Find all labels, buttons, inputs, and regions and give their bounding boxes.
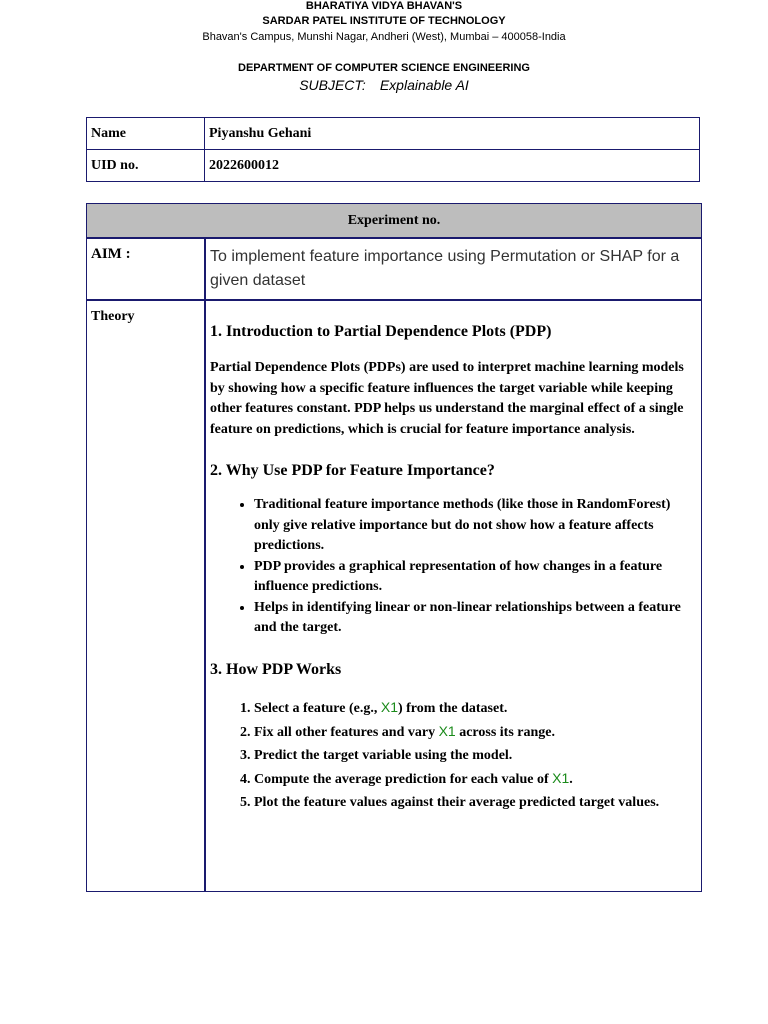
institution-name: BHARATIYA VIDYA BHAVAN'S — [305, 0, 463, 12]
institute-address: Bhavan's Campus, Munshi Nagar, Andheri (West), Mumbai – 400058-India — [202, 31, 566, 43]
name-row — [87, 118, 700, 150]
bullet-item: • PDP provides a graphical representation of how changes in a feature influence predictions. — [254, 557, 697, 598]
subject-value: Explainable AI — [379, 77, 469, 93]
step-text: across its range. — [455, 724, 555, 740]
feature-code: X1 — [380, 698, 398, 715]
uid-label: UID no. — [87, 150, 205, 182]
name-label: Name — [87, 118, 205, 150]
step-text: Fix all other features and vary — [254, 724, 439, 740]
theory-content — [205, 300, 702, 892]
section-3-title: 3. How PDP Works — [210, 660, 342, 678]
section-1-title: 1. Introduction to Partial Dependence Plots (PDP) — [210, 323, 552, 340]
bullet-item: • Traditional feature importance methods (like those in RandomForest) only give relative importance but do not show how a feature affects predictions. — [254, 495, 697, 557]
uid-value: 2022600012 — [205, 150, 700, 182]
section-2-title: 2. Why Use PDP for Feature Importance? — [210, 462, 495, 479]
subject-line — [0, 77, 768, 93]
name-value: Piyanshu Gehani — [205, 118, 700, 150]
student-info-table — [86, 117, 700, 182]
bullet-item: • Helps in identifying linear or non-linear relationships between a feature and the target. — [254, 598, 697, 639]
step-text: . — [569, 771, 573, 787]
uid-row — [87, 150, 700, 182]
step-item — [254, 696, 697, 720]
experiment-table — [86, 203, 702, 892]
feature-code: X1 — [438, 722, 456, 739]
section-1-paragraph: Partial Dependence Plots (PDPs) are used to interpret machine learning models by showing how a specific feature influences the target variable while keeping other features constant. PDP helps us understand the marginal effect of a single feature on predictions, which is crucial for feature importance analysis. — [210, 360, 684, 437]
step-item — [254, 767, 697, 791]
step-item — [254, 720, 697, 744]
aim-label: AIM : — [87, 238, 206, 300]
section-2-bullets — [210, 495, 697, 639]
step-text: Select a feature (e.g., — [254, 700, 381, 716]
aim-text: To implement feature importance using Permutation or SHAP for a given dataset — [205, 238, 702, 300]
step-text: Compute the average prediction for each value of — [254, 771, 553, 787]
step-text: ) from the dataset. — [397, 700, 508, 716]
theory-label: Theory — [87, 300, 206, 892]
subject-label: SUBJECT: — [299, 77, 366, 93]
experiment-header: Experiment no. — [87, 204, 702, 239]
department-title: DEPARTMENT OF COMPUTER SCIENCE ENGINEERING — [238, 62, 530, 74]
feature-code: X1 — [552, 769, 570, 786]
institute-title: SARDAR PATEL INSTITUTE OF TECHNOLOGY — [262, 15, 506, 27]
step-item: 5. Plot the feature values against their average predicted target values. — [254, 791, 697, 814]
section-3-steps — [210, 696, 697, 814]
step-item: 3. Predict the target variable using the model. — [254, 744, 697, 767]
